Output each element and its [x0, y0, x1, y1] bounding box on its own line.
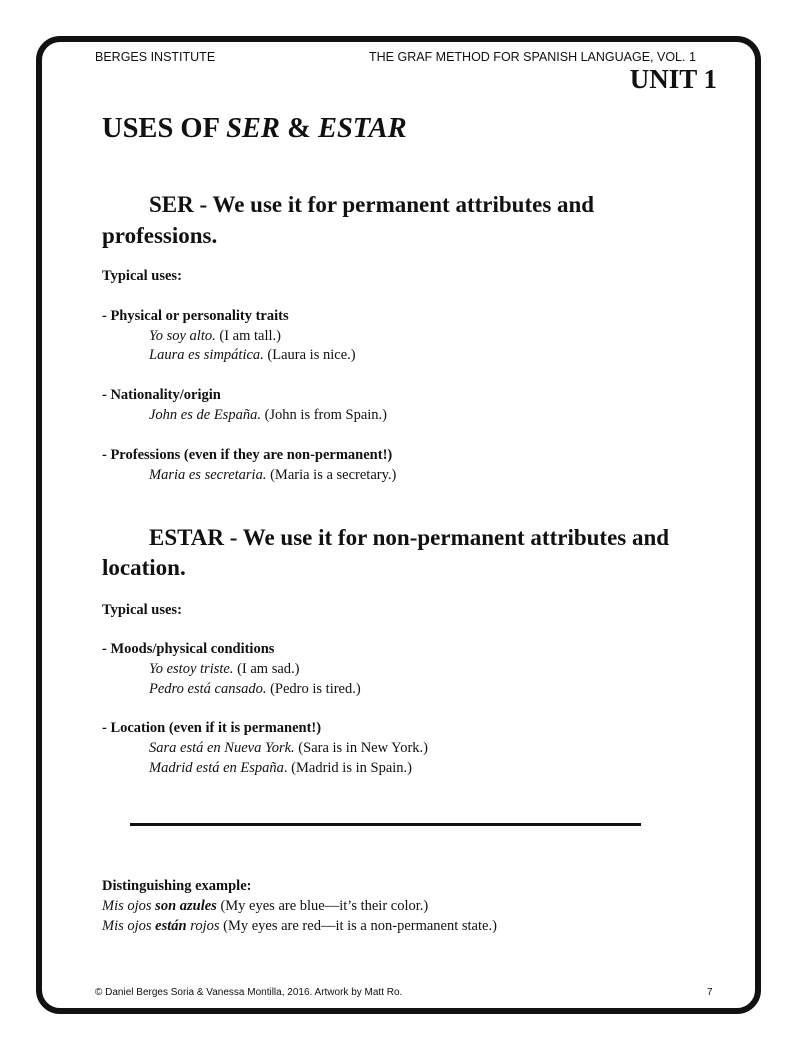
estar-heading-line1: ESTAR - We use it for non-permanent attributes and [149, 525, 670, 550]
example-spanish: rojos [186, 918, 220, 934]
example-spanish: John es de España. [149, 407, 261, 423]
example-spanish: Laura es simpática. [149, 347, 264, 363]
estar-heading-line2: location. [102, 555, 186, 580]
example-english: (My eyes are red—it is a non-permanent state.) [219, 918, 497, 934]
ser-group-label: - Physical or personality traits [102, 308, 289, 324]
distinguishing-line-2 [102, 918, 497, 935]
example-english: (I am tall.) [215, 328, 281, 344]
example-spanish: Mis ojos [102, 898, 156, 914]
ser-group-label: - Professions (even if they are non-permanent!) [102, 447, 393, 463]
example-spanish: Pedro está cansado. [149, 681, 267, 697]
distinguishing-label: Distinguishing example: [102, 878, 252, 894]
example-english: (Laura is nice.) [263, 347, 356, 363]
header-book-title: THE GRAF METHOD FOR SPANISH LANGUAGE, VOL. 1 [369, 50, 696, 64]
estar-group-label: - Moods/physical conditions [102, 641, 275, 657]
example-line [149, 407, 387, 424]
ser-typical-uses: Typical uses: [102, 268, 182, 284]
example-spanish: Madrid está en España [149, 760, 284, 776]
unit-label: UNIT 1 [629, 64, 717, 94]
example-line [149, 467, 396, 484]
example-spanish: Sara está en Nueva York. [149, 740, 295, 756]
ser-heading-line2: professions. [102, 223, 218, 248]
divider-rule [130, 823, 641, 826]
footer-copyright: © Daniel Berges Soria & Vanessa Montilla, 2016. Artwork by Matt Ro. [95, 987, 403, 998]
example-english: (My eyes are blue—it’s their color.) [216, 898, 429, 914]
example-line [149, 347, 356, 364]
example-english: (Pedro is tired.) [266, 681, 361, 697]
example-spanish: Maria es secretaria. [149, 467, 267, 483]
example-spanish: Yo soy alto. [149, 328, 216, 344]
example-line [149, 661, 300, 678]
estar-typical-uses: Typical uses: [102, 602, 182, 618]
example-english: (Sara is in New York.) [294, 740, 428, 756]
title-amp: & [279, 113, 318, 144]
example-line [149, 681, 361, 698]
example-spanish: Yo estoy triste. [149, 661, 234, 677]
ser-group-label: - Nationality/origin [102, 387, 221, 403]
example-line [149, 328, 281, 345]
title-ser: SER [226, 113, 280, 144]
header-institute: BERGES INSTITUTE [95, 50, 216, 64]
example-english: (John is from Spain.) [260, 407, 388, 423]
example-english: . (Madrid is in Spain.) [283, 760, 412, 776]
ser-heading-line1: SER - We use it for permanent attributes and [149, 192, 595, 217]
title-prefix: USES OF [102, 113, 227, 144]
title-estar: ESTAR [317, 113, 407, 144]
example-spanish: Mis ojos [102, 918, 156, 934]
page-number: 7 [707, 987, 713, 998]
example-english: (Maria is a secretary.) [266, 467, 397, 483]
example-line [149, 760, 412, 777]
page-title [102, 113, 407, 145]
distinguishing-line-1 [102, 898, 428, 915]
example-verb: están [155, 918, 187, 934]
example-english: (I am sad.) [233, 661, 300, 677]
example-line [149, 740, 428, 757]
estar-group-label: - Location (even if it is permanent!) [102, 720, 322, 736]
example-verb: son azules [155, 898, 217, 914]
